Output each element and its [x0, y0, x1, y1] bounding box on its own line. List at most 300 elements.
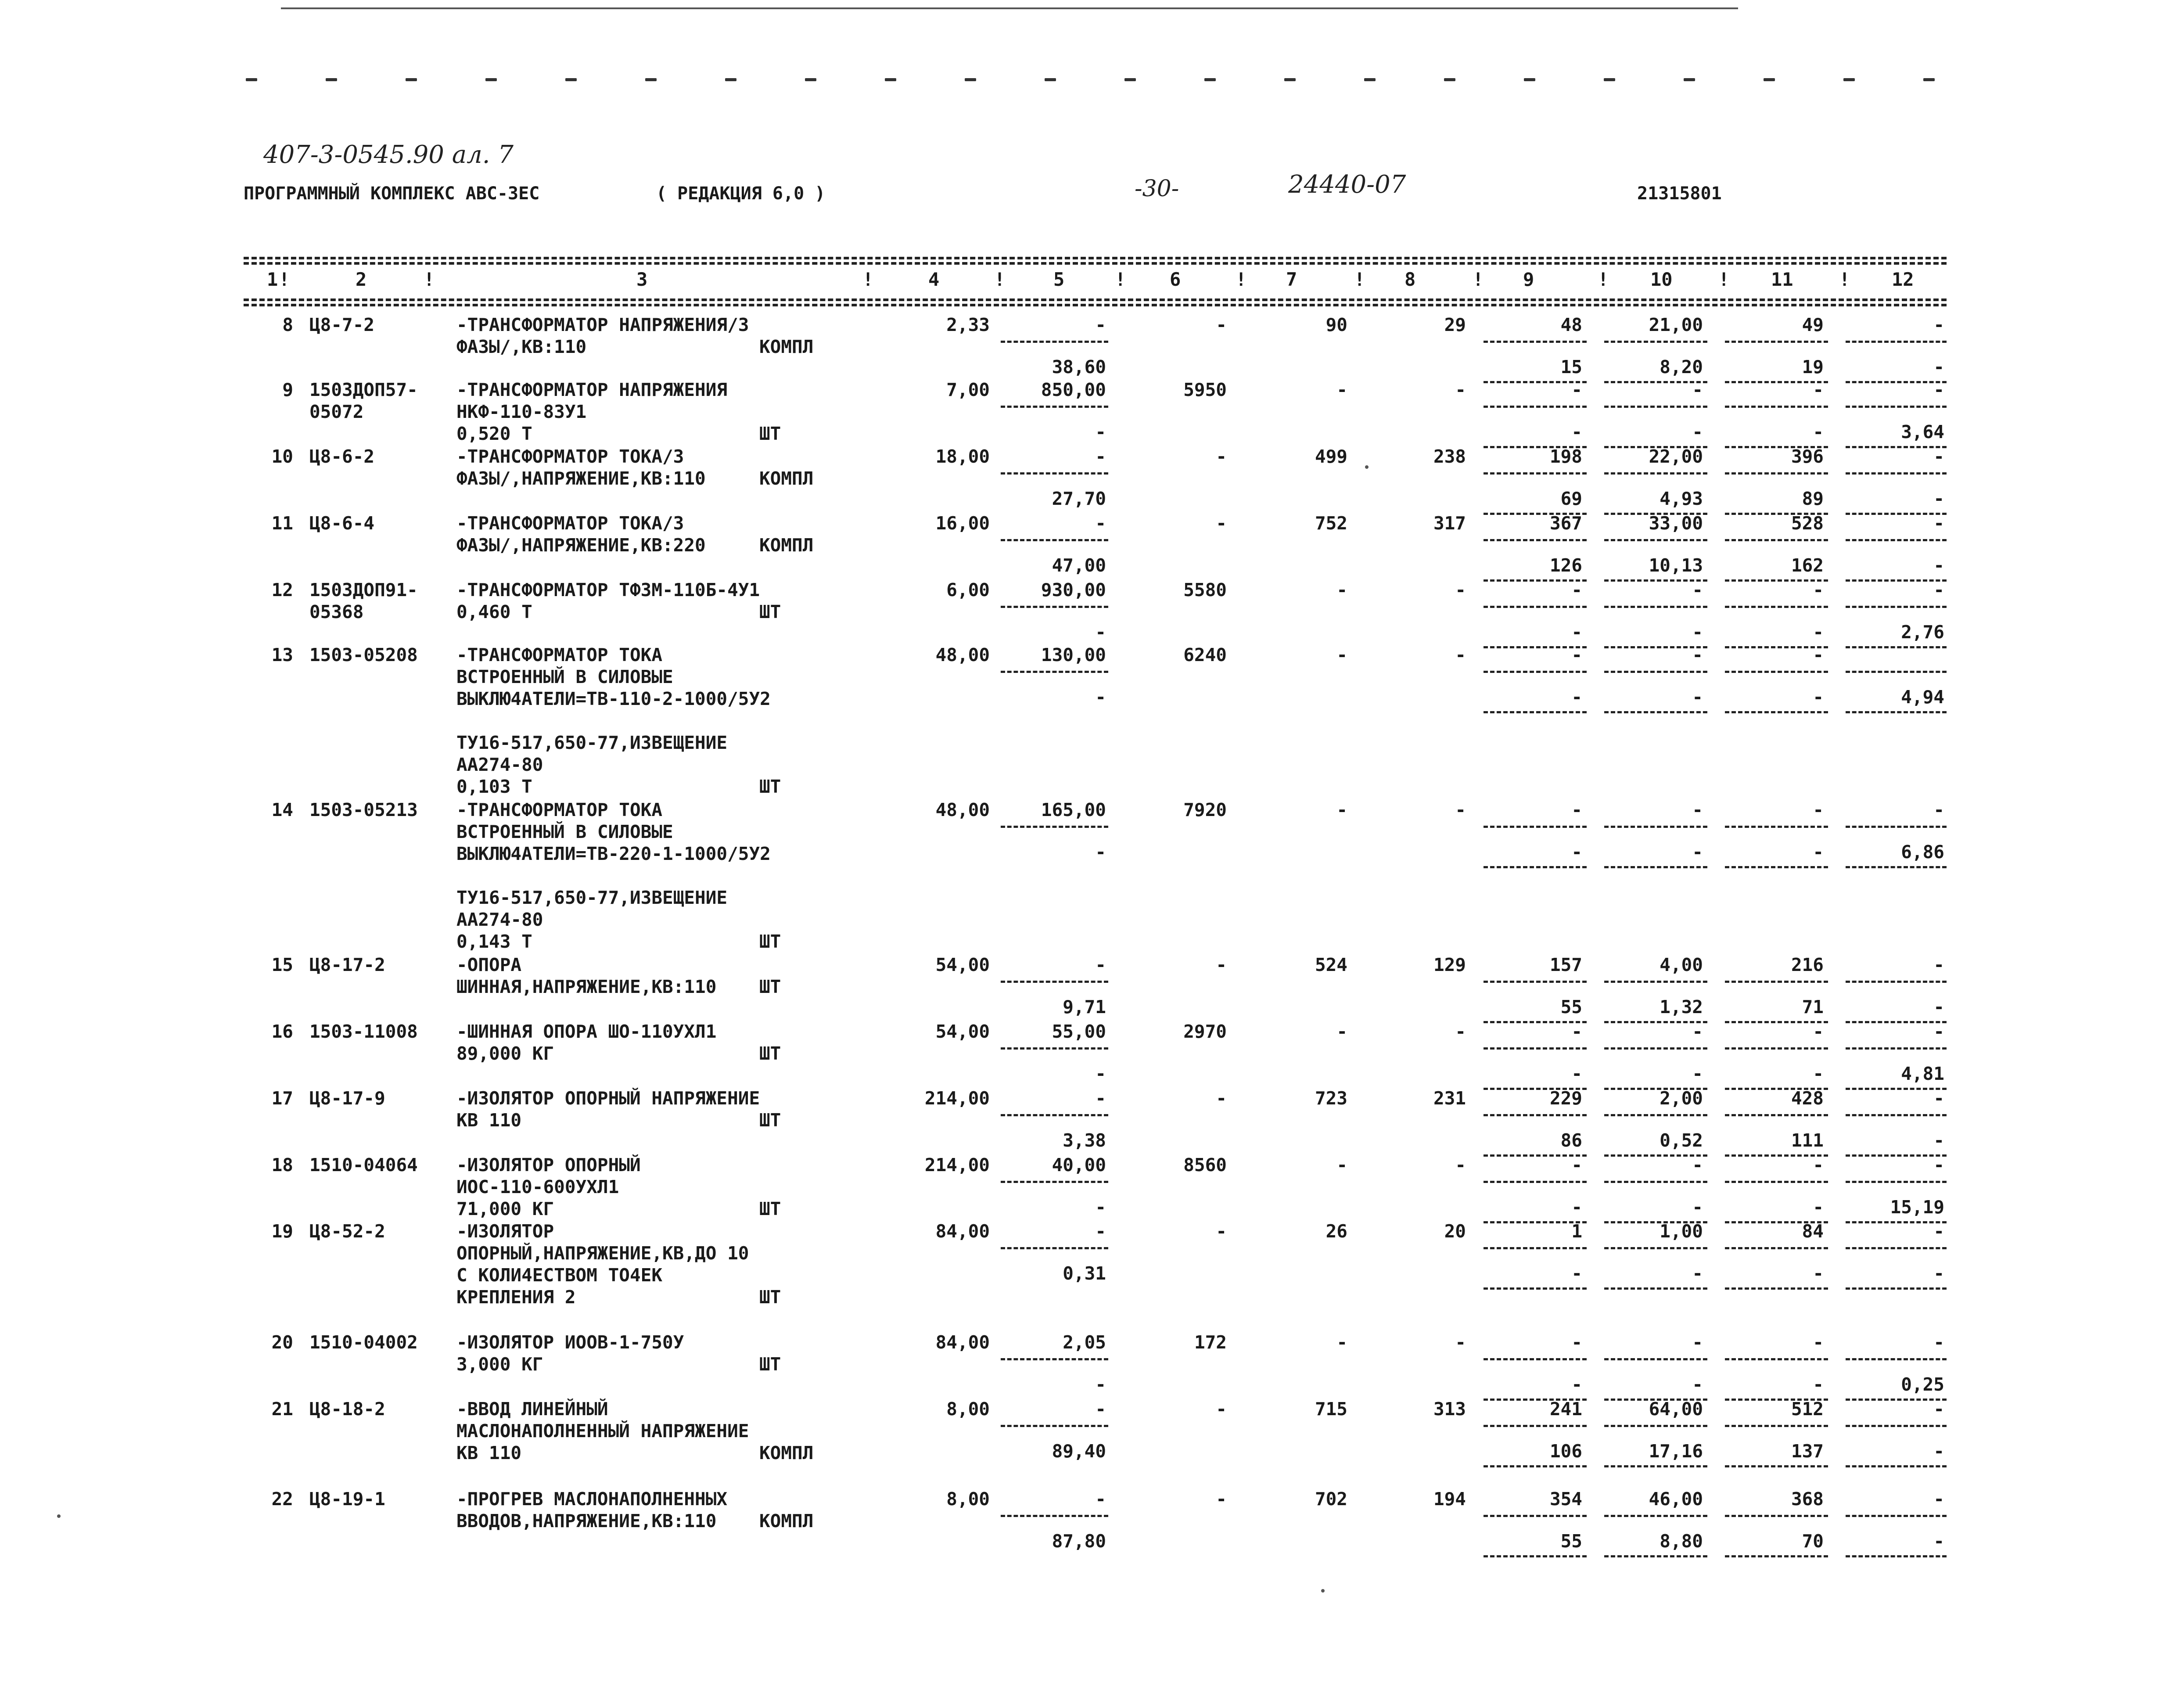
column-separator: !	[1236, 269, 1247, 290]
c11-sub-cell: -	[1813, 841, 1824, 863]
col8-cell: 194	[1433, 1488, 1466, 1510]
col7-cell: -	[1336, 1021, 1347, 1042]
column-separator: !	[424, 269, 435, 290]
item-description: ФАЗЫ/,КВ:110	[456, 336, 587, 357]
col8-cell: -	[1455, 1154, 1466, 1176]
c11-cell: 84	[1802, 1221, 1824, 1242]
unit-cost-sub-cell: 87,80	[1052, 1531, 1106, 1552]
cell-divider-line	[1725, 826, 1828, 828]
cell-divider-line	[1484, 866, 1587, 868]
cell-divider-line	[1604, 1555, 1707, 1557]
col7-cell: 524	[1315, 954, 1347, 975]
cell-divider-line	[1001, 981, 1108, 983]
c9-sub-cell: -	[1571, 1263, 1582, 1284]
col7-cell: -	[1336, 1332, 1347, 1353]
c9-cell: -	[1571, 1154, 1582, 1176]
c12-cell: -	[1933, 799, 1944, 820]
col8-cell: -	[1455, 644, 1466, 665]
c9-sub-cell: 86	[1560, 1130, 1582, 1151]
item-description: -ТРАНСФОРМАТОР НАПРЯЖЕНИЯ	[456, 379, 728, 400]
handwritten-code: 407-3-0545.90 ал. 7	[263, 140, 514, 169]
column-header: 11	[1771, 269, 1793, 290]
item-description: -ТРАНСФОРМАТОР ТОКА/3	[456, 446, 684, 467]
unit-cost-cell: 130,00	[1041, 644, 1106, 665]
c12-sub-cell: 3,64	[1901, 421, 1944, 442]
cell-divider-line	[1484, 711, 1587, 713]
doc-code: 21315801	[1637, 183, 1722, 204]
stray-mark	[1321, 1589, 1325, 1593]
item-description: ФАЗЫ/,НАПРЯЖЕНИЕ,КВ:220	[456, 535, 706, 556]
c12-cell: -	[1933, 513, 1944, 534]
cell-divider-line	[1846, 646, 1947, 648]
item-description: -ОПОРА	[456, 954, 522, 975]
cell-divider-line	[1846, 981, 1947, 983]
cell-divider-line	[1001, 826, 1108, 828]
total-cost-cell: 6240	[1183, 644, 1227, 665]
cell-divider-line	[1001, 606, 1108, 608]
cell-divider-line	[1001, 472, 1108, 475]
c12-cell: -	[1933, 1088, 1944, 1109]
c11-sub-cell: 89	[1802, 488, 1824, 509]
c11-cell: 512	[1791, 1399, 1824, 1420]
quantity-cell: 84,00	[935, 1332, 990, 1353]
item-description: -ИЗОЛЯТОР ИООВ-1-750У	[456, 1332, 684, 1353]
perforation-dash	[645, 78, 657, 81]
c11-cell: -	[1813, 644, 1824, 665]
quantity-cell: 214,00	[924, 1088, 990, 1109]
item-description: 0,143 Т	[456, 931, 532, 952]
column-header: 4	[928, 269, 940, 290]
quantity-cell: 6,00	[946, 579, 990, 600]
unit-cost-cell: -	[1095, 1088, 1106, 1109]
item-code: Ц8-52-2	[309, 1221, 385, 1242]
stray-mark	[57, 1514, 61, 1518]
c9-sub-cell: 55	[1560, 1531, 1582, 1552]
item-code: Ц8-17-2	[309, 954, 385, 975]
c12-cell: -	[1933, 314, 1944, 335]
c11-sub-cell: -	[1813, 1374, 1824, 1395]
page-number: -30-	[1135, 176, 1179, 202]
c12-sub-cell: 15,19	[1890, 1197, 1944, 1218]
c10-cell: -	[1692, 379, 1703, 400]
cell-divider-line	[1846, 1465, 1947, 1467]
cell-divider-line	[1001, 1114, 1108, 1116]
row-number: 21	[271, 1399, 293, 1420]
col8-cell: 129	[1433, 954, 1466, 975]
c10-sub-cell: -	[1692, 687, 1703, 708]
handwritten-doc-number: 24440-07	[1288, 170, 1406, 199]
column-separator: !	[1354, 269, 1365, 290]
item-description: 89,000 КГ	[456, 1043, 554, 1064]
cell-divider-line	[1484, 1247, 1587, 1249]
c11-cell: 528	[1791, 513, 1824, 534]
cell-divider-line	[1725, 539, 1828, 541]
cell-divider-line	[1725, 1555, 1828, 1557]
perforation-dash	[1284, 78, 1296, 81]
cell-divider-line	[1846, 472, 1947, 475]
c10-cell: -	[1692, 644, 1703, 665]
cell-divider-line	[1604, 406, 1707, 408]
perforation-dash	[1524, 78, 1535, 81]
cell-divider-line	[1484, 826, 1587, 828]
header-rule-top	[244, 257, 1947, 259]
col8-cell: -	[1455, 799, 1466, 820]
row-number: 9	[282, 379, 293, 400]
cell-divider-line	[1846, 341, 1947, 343]
c12-cell: -	[1933, 1154, 1944, 1176]
perforation-dash	[1364, 78, 1376, 81]
column-separator: !	[1598, 269, 1609, 290]
cell-divider-line	[1846, 606, 1947, 608]
unit-cost-sub-cell: 27,70	[1052, 488, 1106, 509]
c9-cell: -	[1571, 379, 1582, 400]
row-number: 15	[271, 954, 293, 975]
cell-divider-line	[1846, 1247, 1947, 1249]
c11-cell: -	[1813, 1021, 1824, 1042]
unit-label: ШТ	[759, 1043, 781, 1064]
c12-cell: -	[1933, 1021, 1944, 1042]
c12-sub-cell: -	[1933, 555, 1944, 576]
column-separator: !	[279, 269, 290, 290]
total-cost-cell: 2970	[1183, 1021, 1227, 1042]
unit-label: ШТ	[759, 776, 781, 797]
item-description: ТУ16-517,650-77,ИЗВЕЩЕНИЕ	[456, 732, 728, 753]
c10-sub-cell: 8,20	[1660, 356, 1703, 378]
unit-cost-cell: -	[1095, 513, 1106, 534]
col8-cell: 231	[1433, 1088, 1466, 1109]
cell-divider-line	[1484, 1181, 1587, 1183]
quantity-cell: 2,33	[946, 314, 990, 335]
c10-sub-cell: -	[1692, 421, 1703, 442]
item-description: МАСЛОНАПОЛНЕННЫЙ НАПРЯЖЕНИЕ	[456, 1420, 749, 1442]
cell-divider-line	[1001, 1425, 1108, 1427]
row-number: 14	[271, 799, 293, 820]
c10-sub-cell: 4,93	[1660, 488, 1703, 509]
cell-divider-line	[1604, 341, 1707, 343]
column-header: 7	[1286, 269, 1297, 290]
item-description: КВ 110	[456, 1442, 522, 1463]
c9-sub-cell: -	[1571, 1063, 1582, 1084]
quantity-cell: 16,00	[935, 513, 990, 534]
unit-cost-cell: 930,00	[1041, 579, 1106, 600]
column-separator: !	[862, 269, 874, 290]
cell-divider-line	[1846, 1047, 1947, 1050]
col8-cell: -	[1455, 379, 1466, 400]
col8-cell: 29	[1444, 314, 1466, 335]
col7-cell: -	[1336, 644, 1347, 665]
cell-divider-line	[1604, 1465, 1707, 1467]
quantity-cell: 54,00	[935, 954, 990, 975]
perforation-dash	[725, 78, 736, 81]
unit-cost-cell: -	[1095, 954, 1106, 975]
row-number: 8	[282, 314, 293, 335]
cell-divider-line	[1484, 671, 1587, 673]
unit-cost-cell: -	[1095, 1221, 1106, 1242]
column-header: 12	[1892, 269, 1914, 290]
column-separator: !	[994, 269, 1006, 290]
col7-cell: 723	[1315, 1088, 1347, 1109]
c11-sub-cell: -	[1813, 1197, 1824, 1218]
cell-divider-line	[1604, 472, 1707, 475]
c11-sub-cell: 19	[1802, 356, 1824, 378]
c9-sub-cell: -	[1571, 421, 1582, 442]
c11-cell: 49	[1802, 314, 1824, 335]
c12-cell: -	[1933, 1399, 1944, 1420]
unit-cost-sub-cell: 3,38	[1063, 1130, 1106, 1151]
c10-cell: 1,00	[1660, 1221, 1703, 1242]
c10-sub-cell: -	[1692, 841, 1703, 863]
c9-cell: -	[1571, 1332, 1582, 1353]
total-cost-cell: -	[1216, 1088, 1227, 1109]
c12-sub-cell: 4,81	[1901, 1063, 1944, 1084]
column-separator: !	[1473, 269, 1484, 290]
cell-divider-line	[1725, 1247, 1828, 1249]
cell-divider-line	[1846, 1287, 1947, 1290]
c12-sub-cell: -	[1933, 1130, 1944, 1151]
c10-cell: -	[1692, 1154, 1703, 1176]
cell-divider-line	[1001, 1358, 1108, 1360]
column-header: 2	[356, 269, 367, 290]
unit-cost-cell: -	[1095, 446, 1106, 467]
c12-sub-cell: -	[1933, 996, 1944, 1017]
item-description: ШИННАЯ,НАПРЯЖЕНИЕ,КВ:110	[456, 976, 717, 997]
c9-cell: 354	[1549, 1488, 1582, 1510]
cell-divider-line	[1001, 1515, 1108, 1517]
unit-cost-cell: 40,00	[1052, 1154, 1106, 1176]
total-cost-cell: 172	[1194, 1332, 1227, 1353]
item-description: 0,103 Т	[456, 776, 532, 797]
c12-sub-cell: -	[1933, 356, 1944, 378]
cell-divider-line	[1846, 711, 1947, 713]
item-description: С КОЛИ4ЕСТВОМ ТО4ЕК	[456, 1265, 662, 1286]
c12-sub-cell: -	[1933, 488, 1944, 509]
perforation-dash	[565, 78, 577, 81]
c11-sub-cell: -	[1813, 1263, 1824, 1284]
c9-cell: 48	[1560, 314, 1582, 335]
c11-cell: 428	[1791, 1088, 1824, 1109]
c11-sub-cell: 71	[1802, 996, 1824, 1017]
item-code: 05368	[309, 601, 364, 622]
cell-divider-line	[1725, 1515, 1828, 1517]
col7-cell: 752	[1315, 513, 1347, 534]
cell-divider-line	[1604, 1515, 1707, 1517]
c9-cell: 198	[1549, 446, 1582, 467]
c10-sub-cell: 8,80	[1660, 1531, 1703, 1552]
cell-divider-line	[1604, 606, 1707, 608]
unit-label: КОМПЛ	[759, 1442, 814, 1463]
c11-sub-cell: -	[1813, 421, 1824, 442]
unit-label: ШТ	[759, 1287, 781, 1308]
perforation-dash	[885, 78, 896, 81]
cell-divider-line	[1604, 539, 1707, 541]
perforation-dash	[1604, 78, 1615, 81]
item-description: 0,460 Т	[456, 601, 532, 622]
row-number: 16	[271, 1021, 293, 1042]
cell-divider-line	[1001, 341, 1108, 343]
col7-cell: 90	[1325, 314, 1347, 335]
c11-sub-cell: 111	[1791, 1130, 1824, 1151]
row-number: 10	[271, 446, 293, 467]
header-rule-top-2	[244, 262, 1947, 265]
c10-sub-cell: 17,16	[1649, 1441, 1703, 1462]
row-number: 11	[271, 513, 293, 534]
perforation-dash	[1843, 78, 1855, 81]
row-number: 20	[271, 1332, 293, 1353]
cell-divider-line	[1604, 1047, 1707, 1050]
row-number: 18	[271, 1154, 293, 1176]
item-code: 1503-05213	[309, 799, 418, 820]
row-number: 12	[271, 579, 293, 600]
c11-cell: -	[1813, 1332, 1824, 1353]
item-description: -ИЗОЛЯТОР ОПОРНЫЙ	[456, 1154, 641, 1176]
c10-cell: -	[1692, 799, 1703, 820]
unit-label: ШТ	[759, 1354, 781, 1375]
cell-divider-line	[1484, 406, 1587, 408]
c10-cell: 22,00	[1649, 446, 1703, 467]
c10-cell: 64,00	[1649, 1399, 1703, 1420]
cell-divider-line	[1846, 1358, 1947, 1360]
c12-cell: -	[1933, 954, 1944, 975]
cell-divider-line	[1725, 1287, 1828, 1290]
c10-cell: 21,00	[1649, 314, 1703, 335]
c10-sub-cell: -	[1692, 1063, 1703, 1084]
item-code: 1503-11008	[309, 1021, 418, 1042]
cell-divider-line	[1484, 1465, 1587, 1467]
col7-cell: 715	[1315, 1399, 1347, 1420]
item-code: 1503ДОП91-	[309, 579, 418, 600]
cell-divider-line	[1604, 1287, 1707, 1290]
c11-sub-cell: -	[1813, 1063, 1824, 1084]
cell-divider-line	[1604, 1114, 1707, 1116]
quantity-cell: 8,00	[946, 1399, 990, 1420]
cell-divider-line	[1484, 1114, 1587, 1116]
quantity-cell: 214,00	[924, 1154, 990, 1176]
cell-divider-line	[1846, 539, 1947, 541]
cell-divider-line	[1484, 981, 1587, 983]
item-description: НКФ-110-83У1	[456, 401, 587, 422]
cell-divider-line	[1725, 866, 1828, 868]
cell-divider-line	[1604, 1247, 1707, 1249]
perforation-dash	[246, 78, 257, 81]
header-rule-bottom	[244, 298, 1947, 301]
quantity-cell: 48,00	[935, 644, 990, 665]
c9-sub-cell: -	[1571, 1374, 1582, 1395]
c9-sub-cell: 55	[1560, 996, 1582, 1017]
perforation-dash	[485, 78, 497, 81]
c10-sub-cell: 1,32	[1660, 996, 1703, 1017]
item-description: ВЫКЛЮ4АТЕЛИ=ТВ-110-2-1000/5У2	[456, 688, 771, 709]
column-header: 1	[267, 269, 278, 290]
c12-sub-cell: -	[1933, 1441, 1944, 1462]
item-description: ВВОДОВ,НАПРЯЖЕНИЕ,КВ:110	[456, 1510, 717, 1532]
c11-cell: 216	[1791, 954, 1824, 975]
cell-divider-line	[1001, 1047, 1108, 1050]
item-code: 1510-04002	[309, 1332, 418, 1353]
cell-divider-line	[1725, 711, 1828, 713]
cell-divider-line	[1846, 1114, 1947, 1116]
item-code: Ц8-17-9	[309, 1088, 385, 1109]
c11-cell: -	[1813, 1154, 1824, 1176]
total-cost-cell: 5580	[1183, 579, 1227, 600]
item-code: 1503-05208	[309, 644, 418, 665]
c9-sub-cell: -	[1571, 687, 1582, 708]
item-description: -ШИННАЯ ОПОРА ШО-110УХЛ1	[456, 1021, 717, 1042]
row-number: 19	[271, 1221, 293, 1242]
col7-cell: 499	[1315, 446, 1347, 467]
item-description: КВ 110	[456, 1110, 522, 1131]
col7-cell: 26	[1325, 1221, 1347, 1242]
cell-divider-line	[1484, 606, 1587, 608]
column-separator: !	[1115, 269, 1126, 290]
c11-cell: 368	[1791, 1488, 1824, 1510]
c10-cell: 33,00	[1649, 513, 1703, 534]
cell-divider-line	[1484, 1555, 1587, 1557]
item-description: ИОС-110-600УХЛ1	[456, 1176, 619, 1197]
cell-divider-line	[1725, 671, 1828, 673]
unit-cost-sub-cell: 47,00	[1052, 555, 1106, 576]
item-description: 0,520 Т	[456, 423, 532, 444]
unit-cost-cell: 850,00	[1041, 379, 1106, 400]
row-number: 22	[271, 1488, 293, 1510]
cell-divider-line	[1604, 826, 1707, 828]
col8-cell: -	[1455, 579, 1466, 600]
cell-divider-line	[1846, 1515, 1947, 1517]
c11-cell: 396	[1791, 446, 1824, 467]
c9-cell: 1	[1571, 1221, 1582, 1242]
c9-sub-cell: 15	[1560, 356, 1582, 378]
cell-divider-line	[1604, 671, 1707, 673]
c10-sub-cell: -	[1692, 1263, 1703, 1284]
cell-divider-line	[1001, 539, 1108, 541]
c11-cell: -	[1813, 579, 1824, 600]
item-code: Ц8-6-4	[309, 513, 375, 534]
total-cost-cell: -	[1216, 1399, 1227, 1420]
c9-cell: 229	[1549, 1088, 1582, 1109]
c12-sub-cell: 2,76	[1901, 622, 1944, 643]
c9-cell: -	[1571, 1021, 1582, 1042]
unit-cost-cell: 55,00	[1052, 1021, 1106, 1042]
item-description: КРЕПЛЕНИЯ 2	[456, 1287, 576, 1308]
cell-divider-line	[1001, 1181, 1108, 1183]
item-description: -ВВОД ЛИНЕЙНЫЙ	[456, 1399, 608, 1420]
c12-sub-cell: -	[1933, 1263, 1944, 1284]
column-header: 8	[1405, 269, 1416, 290]
total-cost-cell: -	[1216, 1221, 1227, 1242]
col7-cell: -	[1336, 1154, 1347, 1176]
column-header: 10	[1650, 269, 1673, 290]
item-description: -ИЗОЛЯТОР ОПОРНЫЙ НАПРЯЖЕНИЕ	[456, 1088, 760, 1109]
cell-divider-line	[1604, 1181, 1707, 1183]
cell-divider-line	[1725, 341, 1828, 343]
header-rule-bottom-2	[244, 304, 1947, 306]
cell-divider-line	[1725, 1425, 1828, 1427]
item-description: ФАЗЫ/,НАПРЯЖЕНИЕ,КВ:110	[456, 468, 706, 489]
col8-cell: 238	[1433, 446, 1466, 467]
cell-divider-line	[1484, 1425, 1587, 1427]
cell-divider-line	[1484, 341, 1587, 343]
cell-divider-line	[1846, 1555, 1947, 1557]
unit-label: ШТ	[759, 601, 781, 622]
col8-cell: 313	[1433, 1399, 1466, 1420]
item-description: ВЫКЛЮ4АТЕЛИ=ТВ-220-1-1000/5У2	[456, 843, 771, 864]
c12-cell: -	[1933, 1221, 1944, 1242]
c11-sub-cell: 137	[1791, 1441, 1824, 1462]
c12-sub-cell: 0,25	[1901, 1374, 1944, 1395]
column-separator: !	[1839, 269, 1850, 290]
cell-divider-line	[1725, 1465, 1828, 1467]
cell-divider-line	[1846, 671, 1947, 673]
c9-cell: 367	[1549, 513, 1582, 534]
